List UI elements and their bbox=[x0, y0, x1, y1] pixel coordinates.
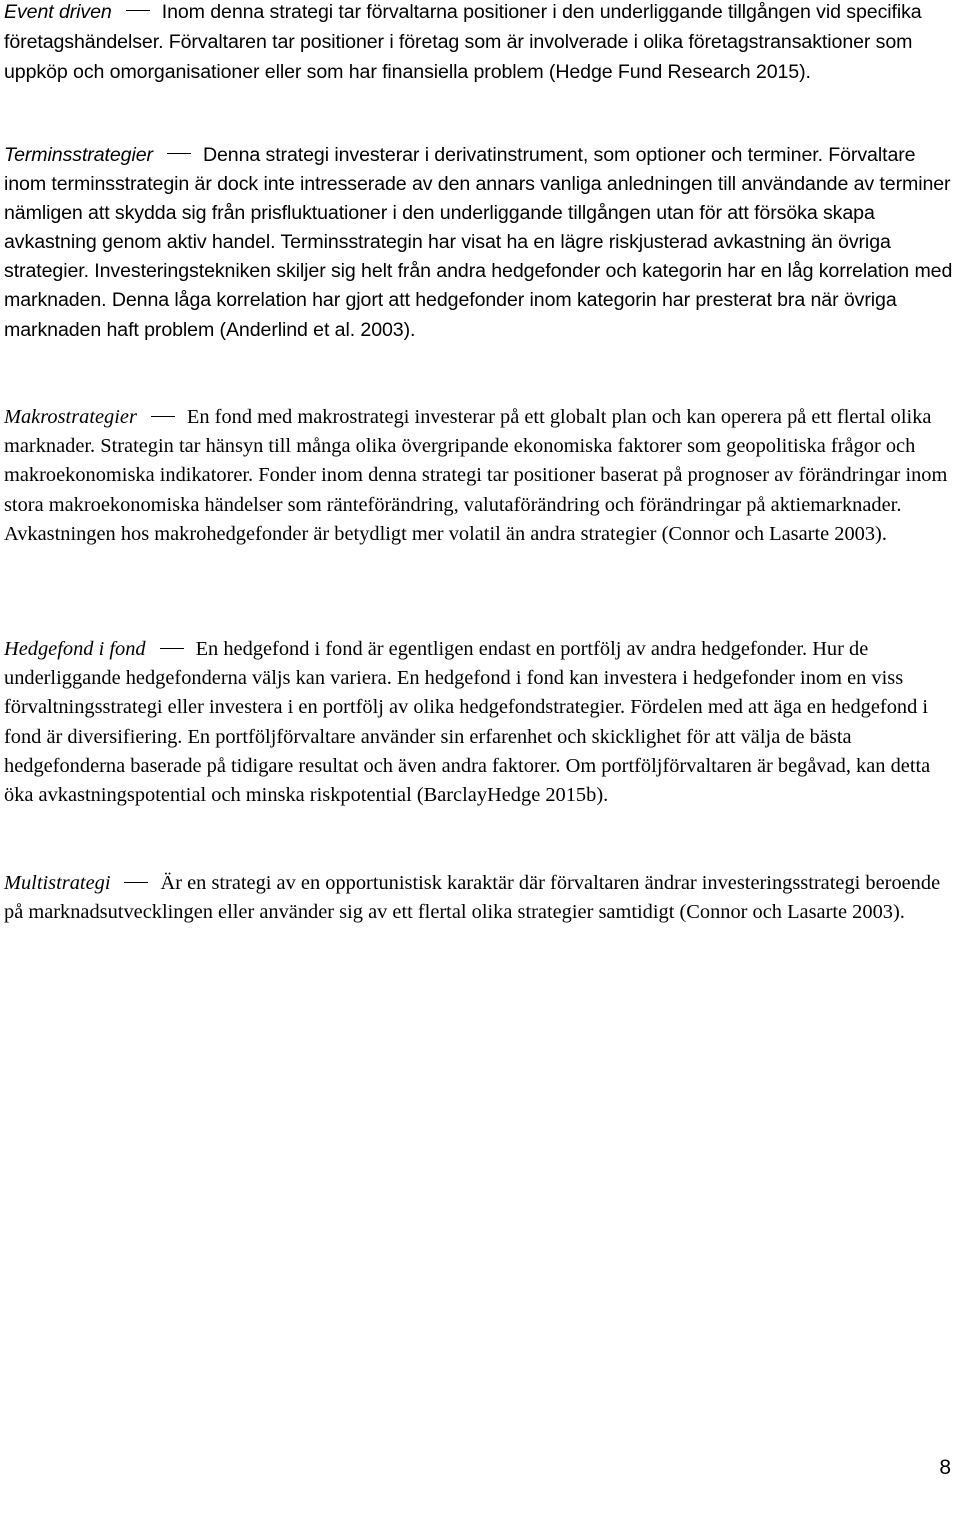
text-multistrategi: Är en strategi av en opportunistisk karaktär där förvaltaren ändrar investeringsstrategi beroende på marknadsutvecklingen eller använder sig av ett flertal olika strategier samtidigt (Connor och Lasarte 2003). bbox=[4, 872, 941, 924]
dash-separator bbox=[126, 10, 150, 11]
paragraph-terminsstrategier bbox=[4, 141, 956, 345]
dash-separator bbox=[167, 153, 191, 154]
paragraph-makrostrategier bbox=[4, 403, 956, 549]
page-number: 8 bbox=[939, 1456, 951, 1479]
text-makrostrategier: En fond med makrostrategi investerar på ett globalt plan och kan operera på ett flertal olika marknader. Strategin tar hänsyn till många olika övergripande ekonomiska faktorer som geopolitiska frågor och makroekonomiska indikatorer. Fonder inom denna strategi tar positioner baserat på prognoser av förändringar inom stora makroekonomiska händelser som ränteförändring, valutaförändring och förändringar på aktiemarknader. Avkastningen hos makrohedgefonder är betydligt mer volatil än andra strategier (Connor och Lasarte 2003). bbox=[4, 406, 948, 545]
dash-separator bbox=[124, 882, 148, 883]
term-hedgefond-i-fond: Hedgefond i fond bbox=[4, 638, 146, 660]
text-terminsstrategier: Denna strategi investerar i derivatinstrument, som optioner och terminer. Förvaltare inom terminsstrategin är dock inte intresserade av den annars vanliga anledningen till användande av terminer nämligen att skydda sig från prisfluktuationer i den underliggande tillgången utan för att försöka skapa avkastning genom aktiv handel. Terminsstrategin har visat ha en lägre riskjusterad avkastning än övriga strategier. Investeringstekniken skiljer sig helt från andra hedgefonder och kategorin har en låg korrelation med marknaden. Denna låga korrelation har gjort att hedgefonder inom kategorin har presterat bra när övriga marknaden haft problem (Anderlind et al. 2003). bbox=[4, 144, 953, 341]
text-hedgefond-i-fond: En hedgefond i fond är egentligen endast en portfölj av andra hedgefonder. Hur de underliggande hedgefonderna väljs kan variera. En hedgefond i fond kan investera i hedgefonder inom en viss förvaltningsstrategi eller investera i en portfölj av olika hedgefondstrategier. Fördelen med att äga en hedgefond i fond är diversifiering. En portföljförvaltare använder sin erfarenhet och skicklighet för att välja de bästa hedgefonderna baserade på tidigare resultat och även andra faktorer. Om portföljförvaltaren är begåvad, kan detta öka avkastningspotential och minska riskpotential (BarclayHedge 2015b). bbox=[4, 638, 931, 807]
paragraph-multistrategi bbox=[4, 869, 956, 927]
term-makrostrategier: Makrostrategier bbox=[4, 406, 137, 428]
paragraph-hedgefond-i-fond bbox=[4, 635, 956, 810]
paragraph-event-driven bbox=[4, 0, 956, 87]
dash-separator bbox=[151, 416, 175, 417]
dash-separator bbox=[160, 648, 184, 649]
term-event-driven: Event driven bbox=[4, 1, 112, 23]
term-terminsstrategier: Terminsstrategier bbox=[4, 144, 153, 166]
term-multistrategi: Multistrategi bbox=[4, 872, 111, 894]
text-event-driven: Inom denna strategi tar förvaltarna positioner i den underliggande tillgången vid specifika företagshändelser. Förvaltaren tar positioner i företag som är involverade i olika företagstransaktioner som uppköp och omorganisationer eller som har finansiella problem (Hedge Fund Research 2015). bbox=[4, 1, 922, 83]
